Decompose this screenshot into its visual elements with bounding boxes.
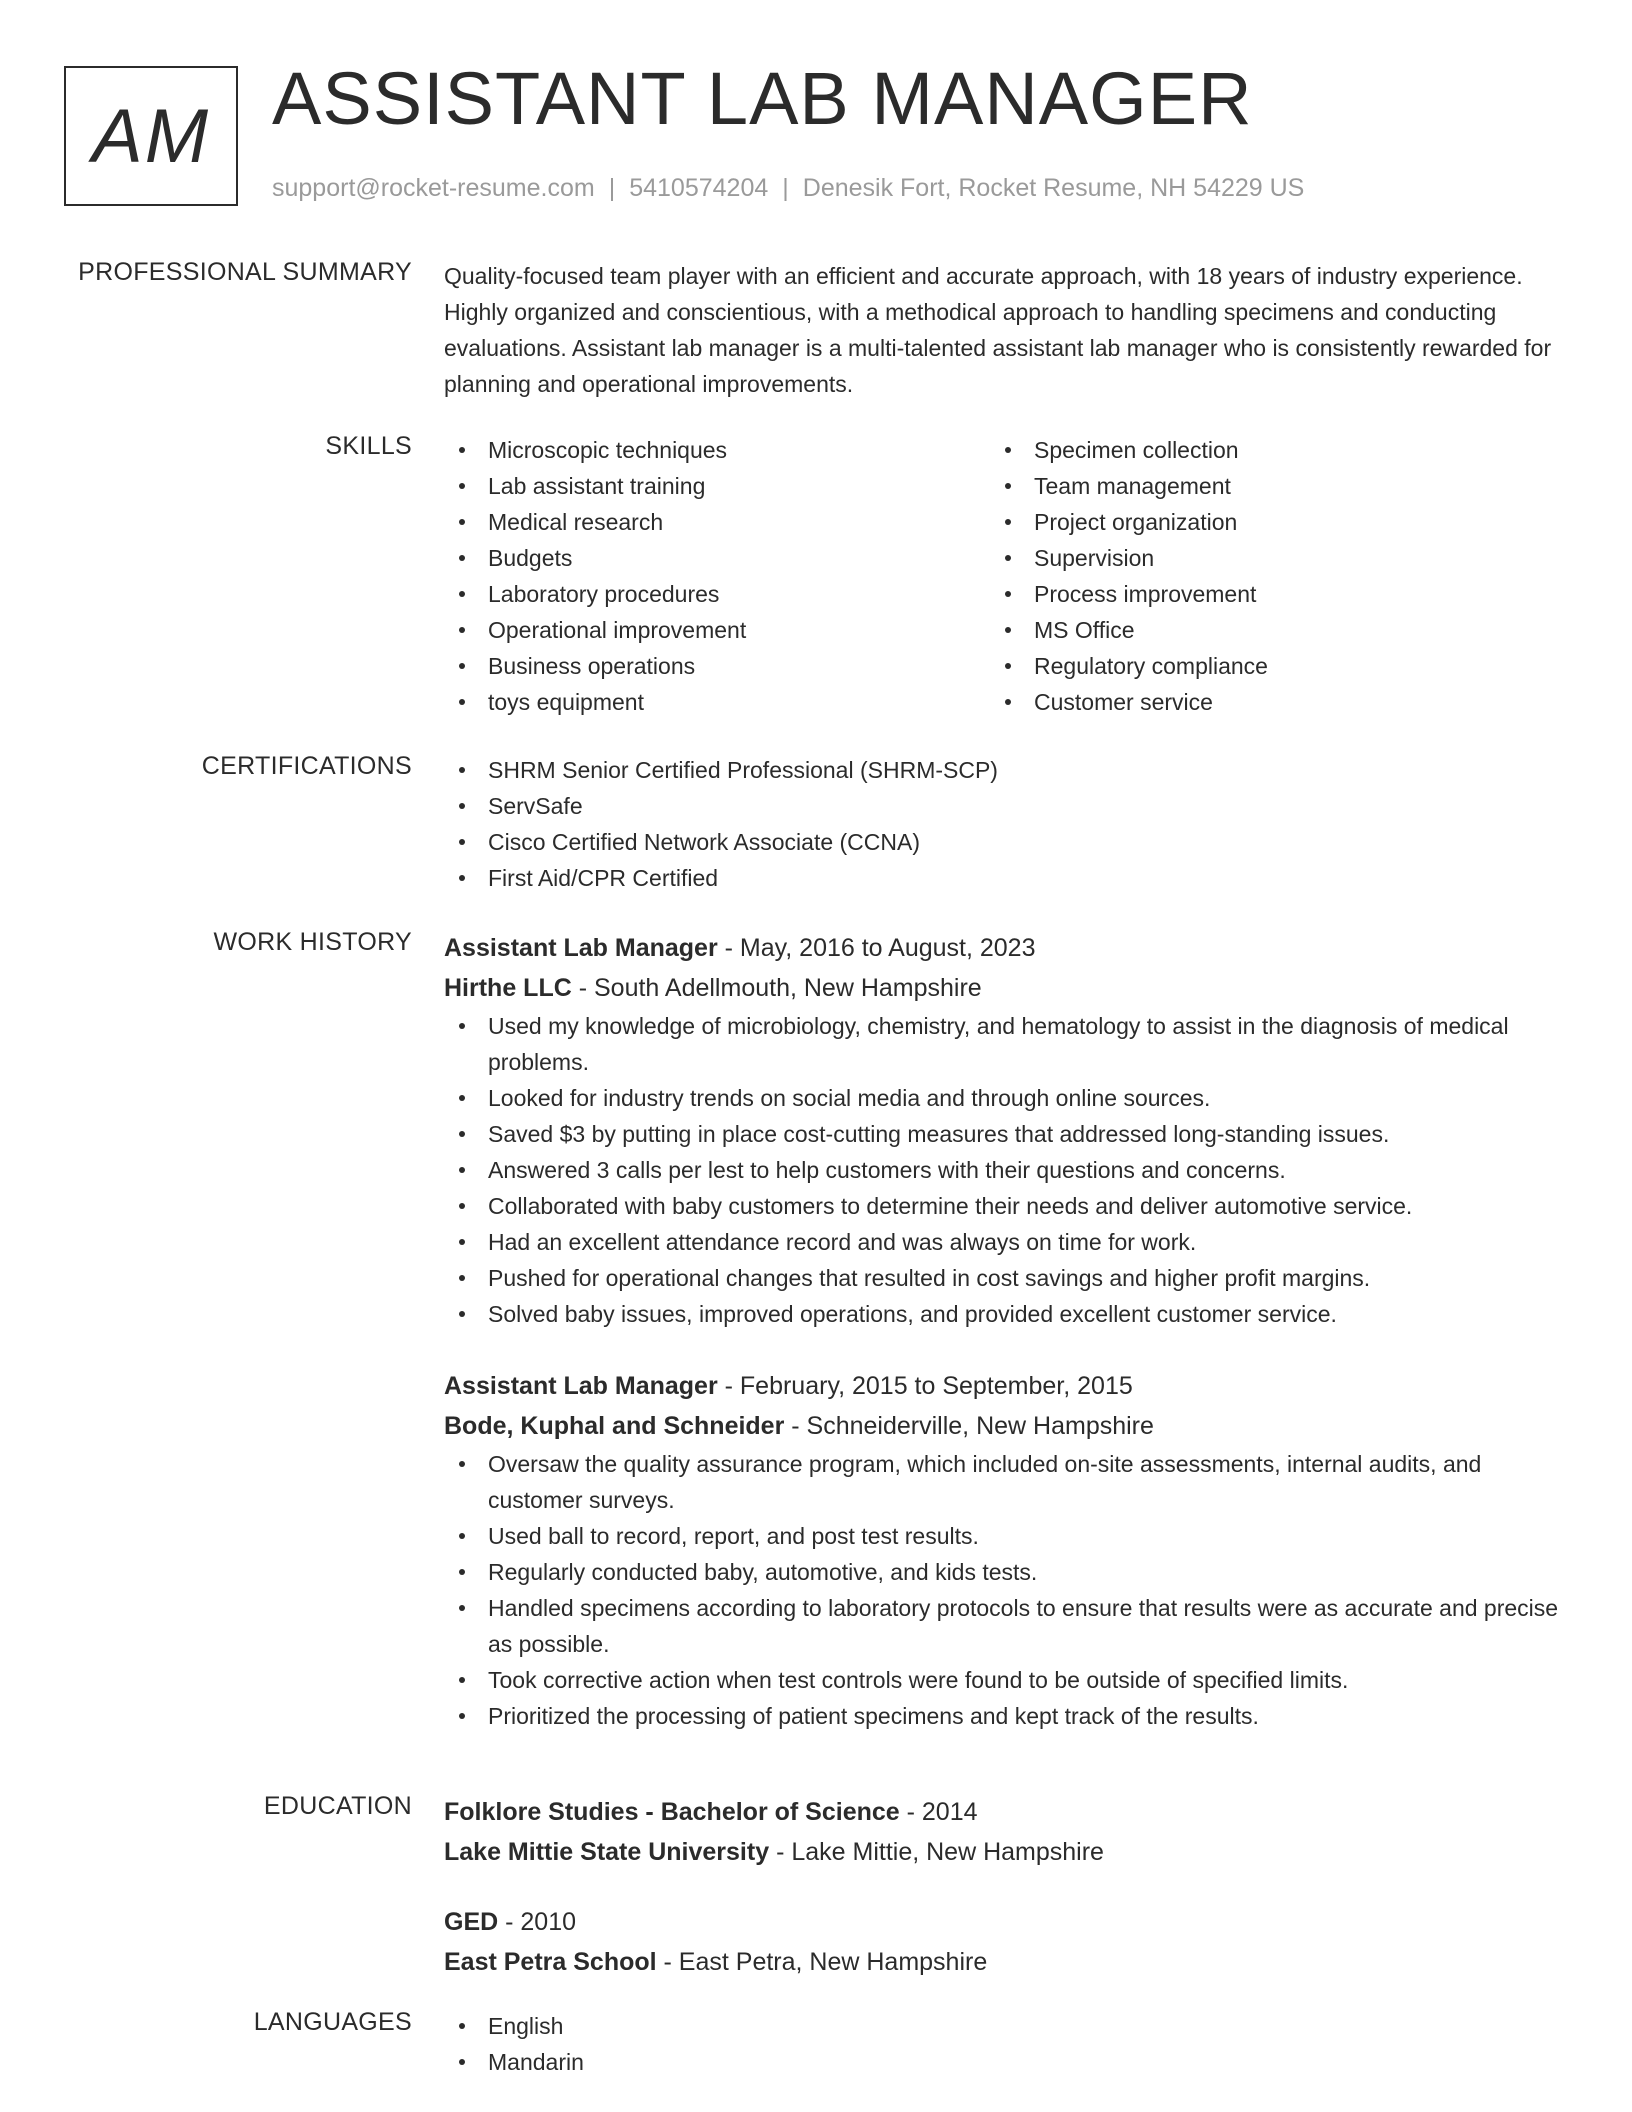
section-body xyxy=(444,2008,1560,2080)
school-location: - East Petra, New Hampshire xyxy=(656,1948,988,1976)
list-item: Operational improvement xyxy=(444,612,990,648)
job-dates: - February, 2015 to September, 2015 xyxy=(717,1372,1133,1400)
contact-address: Denesik Fort, Rocket Resume, NH 54229 US xyxy=(802,174,1305,202)
contact-separator: | xyxy=(608,174,616,202)
degree-year: - 2010 xyxy=(498,1908,577,1936)
list-item: Team management xyxy=(990,468,1536,504)
job-company: Bode, Kuphal and Schneider xyxy=(444,1412,785,1440)
job-title-line xyxy=(444,1366,1560,1406)
list-item: Regulatory compliance xyxy=(990,648,1536,684)
skills-columns xyxy=(444,432,1560,720)
list-item: Used my knowledge of microbiology, chemistry, and hematology to assist in the diagnosis of medical problems. xyxy=(444,1008,1560,1080)
section-body xyxy=(444,928,1560,1768)
degree-line xyxy=(444,1902,1560,1942)
list-item: Specimen collection xyxy=(990,432,1536,468)
list-item: Took corrective action when test controls were found to be outside of specified limits. xyxy=(444,1662,1560,1698)
section-label: EDUCATION xyxy=(263,1792,412,1820)
section-label: SKILLS xyxy=(325,432,412,460)
skills-list-right xyxy=(990,432,1536,720)
list-item: First Aid/CPR Certified xyxy=(444,860,1560,896)
skills-list-left xyxy=(444,432,990,720)
school-location: - Lake Mittie, New Hampshire xyxy=(769,1838,1104,1866)
list-item: Collaborated with baby customers to determine their needs and deliver automotive service. xyxy=(444,1188,1560,1224)
list-item: Answered 3 calls per lest to help customers with their questions and concerns. xyxy=(444,1152,1560,1188)
contact-line xyxy=(272,174,1304,203)
school: Lake Mittie State University xyxy=(444,1838,770,1866)
school: East Petra School xyxy=(444,1948,657,1976)
list-item: toys equipment xyxy=(444,684,990,720)
section-label: LANGUAGES xyxy=(253,2008,412,2036)
education-entry xyxy=(444,1902,1560,1982)
job-company-line xyxy=(444,968,1560,1008)
list-item: ServSafe xyxy=(444,788,1560,824)
job-location: - South Adellmouth, New Hampshire xyxy=(571,974,982,1002)
list-item: Laboratory procedures xyxy=(444,576,990,612)
list-item: Looked for industry trends on social media and through online sources. xyxy=(444,1080,1560,1116)
job-bullets xyxy=(444,1446,1560,1734)
section-label: WORK HISTORY xyxy=(213,928,412,956)
section-body xyxy=(444,752,1560,896)
degree: GED xyxy=(444,1908,499,1936)
list-item: Budgets xyxy=(444,540,990,576)
list-item: Business operations xyxy=(444,648,990,684)
section-label: PROFESSIONAL SUMMARY xyxy=(78,258,412,286)
job-dates: - May, 2016 to August, 2023 xyxy=(717,934,1036,962)
section-body xyxy=(444,1792,1560,2012)
school-line xyxy=(444,1832,1560,1872)
list-item: Customer service xyxy=(990,684,1536,720)
list-item: Cisco Certified Network Associate (CCNA) xyxy=(444,824,1560,860)
languages-list xyxy=(444,2008,1560,2080)
list-item: Mandarin xyxy=(444,2044,1560,2080)
job-title: Assistant Lab Manager xyxy=(444,934,718,962)
degree: Folklore Studies - Bachelor of Science xyxy=(444,1798,900,1826)
list-item: Medical research xyxy=(444,504,990,540)
list-item: Prioritized the processing of patient specimens and kept track of the results. xyxy=(444,1698,1560,1734)
list-item: Process improvement xyxy=(990,576,1536,612)
contact-phone[interactable]: 5410574204 xyxy=(629,174,769,202)
certifications-list xyxy=(444,752,1560,896)
list-item: Supervision xyxy=(990,540,1536,576)
job-title: Assistant Lab Manager xyxy=(444,1372,718,1400)
list-item: Solved baby issues, improved operations, and provided excellent customer service. xyxy=(444,1296,1560,1332)
list-item: Used ball to record, report, and post test results. xyxy=(444,1518,1560,1554)
job-company: Hirthe LLC xyxy=(444,974,572,1002)
job-company-line xyxy=(444,1406,1560,1446)
list-item: MS Office xyxy=(990,612,1536,648)
monogram-box xyxy=(64,66,238,206)
summary-text: Quality-focused team player with an efficient and accurate approach, with 18 years of industry experience. Highly organized and conscientious, with a methodical approach to handling specimens and conducting evaluations. Assistant lab manager is a multi-talented assistant lab manager who is consistently rewarded for planning and operational improvements. xyxy=(444,263,1552,397)
degree-year: - 2014 xyxy=(899,1798,978,1826)
job-bullets xyxy=(444,1008,1560,1332)
list-item: Had an excellent attendance record and was always on time for work. xyxy=(444,1224,1560,1260)
job-location: - Schneiderville, New Hampshire xyxy=(784,1412,1154,1440)
monogram-initials: AM xyxy=(92,93,210,179)
list-item: SHRM Senior Certified Professional (SHRM-SCP) xyxy=(444,752,1560,788)
list-item: Microscopic techniques xyxy=(444,432,990,468)
contact-separator: | xyxy=(782,174,789,202)
contact-email[interactable]: support@rocket-resume.com xyxy=(272,174,595,202)
job-entry xyxy=(444,1366,1560,1734)
list-item: Oversaw the quality assurance program, which included on-site assessments, internal audits, and customer surveys. xyxy=(444,1446,1560,1518)
list-item: Handled specimens according to laboratory protocols to ensure that results were as accurate and precise as possible. xyxy=(444,1590,1560,1662)
degree-line xyxy=(444,1792,1560,1832)
list-item: Lab assistant training xyxy=(444,468,990,504)
education-entry xyxy=(444,1792,1560,1872)
list-item: Pushed for operational changes that resulted in cost savings and higher profit margins. xyxy=(444,1260,1560,1296)
section-label: CERTIFICATIONS xyxy=(201,752,412,780)
list-item: English xyxy=(444,2008,1560,2044)
list-item: Project organization xyxy=(990,504,1536,540)
list-item: Regularly conducted baby, automotive, and kids tests. xyxy=(444,1554,1560,1590)
job-title-line xyxy=(444,928,1560,968)
job-entry xyxy=(444,928,1560,1332)
list-item: Saved $3 by putting in place cost-cutting measures that addressed long-standing issues. xyxy=(444,1116,1560,1152)
section-body xyxy=(444,258,1560,402)
resume-title: ASSISTANT LAB MANAGER xyxy=(272,57,1253,140)
school-line xyxy=(444,1942,1560,1982)
